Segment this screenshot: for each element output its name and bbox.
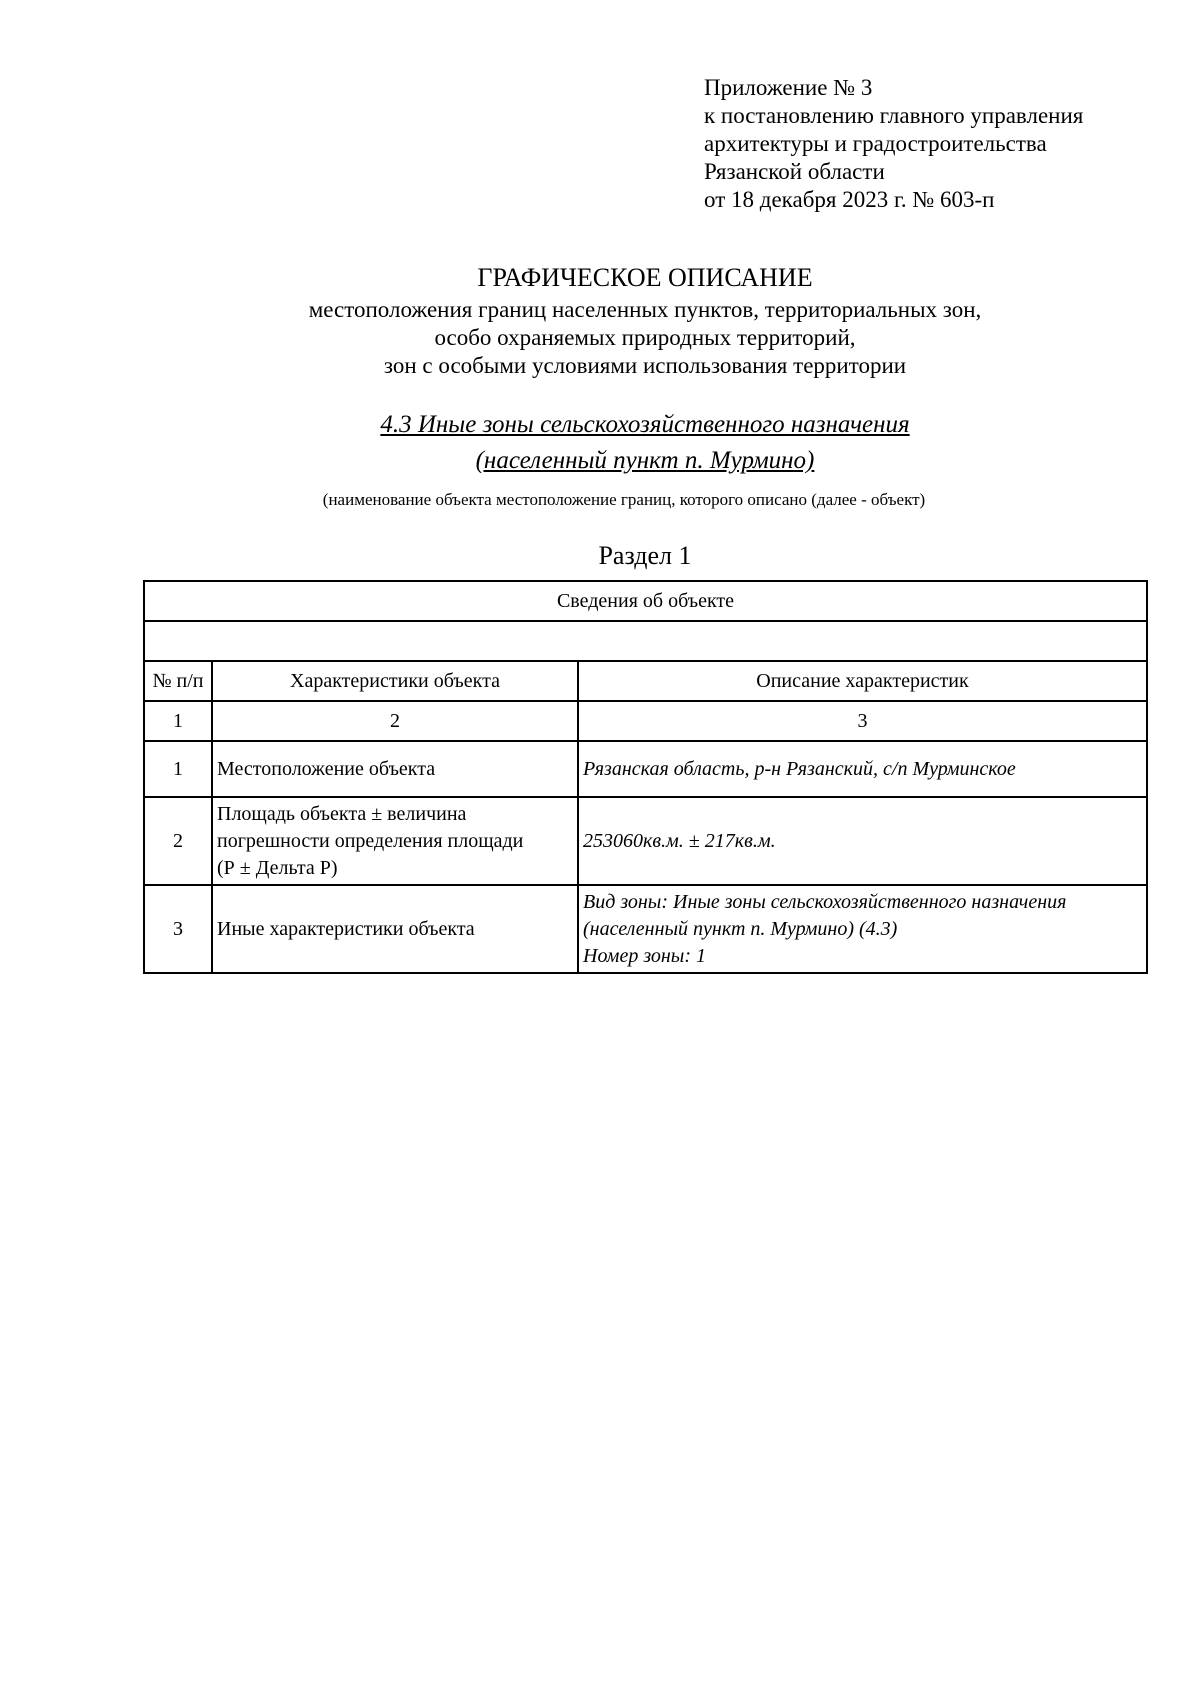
row-description [578, 797, 1147, 885]
row-number: 2 [144, 797, 212, 885]
column-header-description: Описание характеристик [578, 661, 1147, 701]
table-row [144, 797, 1147, 885]
characteristic-line: погрешности определения площади [217, 829, 524, 852]
title-subline: особо охраняемых природных территорий, [434, 325, 856, 350]
appendix-line: архитектуры и градостроительства [704, 131, 1047, 156]
object-caption: (наименование объекта местоположение границ, которого описано (далее - объект) [322, 490, 926, 509]
document-title: ГРАФИЧЕСКОЕ ОПИСАНИЕ [477, 263, 813, 292]
column-number: 2 [212, 701, 578, 741]
object-name-line: (населенный пункт п. Мурмино) [475, 447, 815, 474]
appendix-line: Приложение № 3 [704, 75, 873, 100]
column-header-num: № п/п [144, 661, 212, 701]
section-title: Раздел 1 [598, 541, 692, 570]
table-row [144, 741, 1147, 797]
row-characteristic: Местоположение объекта [212, 741, 578, 797]
characteristic-line: (Р ± Дельта Р) [217, 856, 338, 879]
column-header-characteristic: Характеристики объекта [212, 661, 578, 701]
empty-cell [144, 621, 1147, 661]
column-number: 3 [578, 701, 1147, 741]
table-empty-row [144, 621, 1147, 661]
row-number: 3 [144, 885, 212, 973]
table-column-numbers-row [144, 701, 1147, 741]
row-description [578, 741, 1147, 797]
column-number: 1 [144, 701, 212, 741]
table-header: Сведения об объекте [144, 581, 1147, 621]
description-line: Рязанская область, р-н Рязанский, с/п Мурминское [583, 757, 1016, 780]
description-line: 253060кв.м. ± 217кв.м. [583, 829, 776, 852]
row-characteristic [212, 797, 578, 885]
description-line: Номер зоны: 1 [583, 944, 706, 967]
object-name [0, 407, 1200, 479]
appendix-block [704, 74, 1083, 214]
appendix-line: Рязанской области [704, 159, 885, 184]
row-number: 1 [144, 741, 212, 797]
table-row [144, 885, 1147, 973]
object-info-table [143, 580, 1148, 974]
description-line: (населенный пункт п. Мурмино) (4.3) [583, 917, 898, 940]
table-columns-row [144, 661, 1147, 701]
title-subline: зон с особыми условиями использования территории [383, 353, 907, 378]
appendix-line: к постановлению главного управления [704, 103, 1084, 128]
characteristic-line: Площадь объекта ± величина [217, 802, 467, 825]
row-characteristic: Иные характеристики объекта [212, 885, 578, 973]
row-description [578, 885, 1147, 973]
document-title-block [0, 262, 1200, 380]
appendix-line: от 18 декабря 2023 г. № 603-п [704, 187, 995, 212]
description-line: Вид зоны: Иные зоны сельскохозяйственного назначения [583, 890, 1067, 913]
object-name-line: 4.3 Иные зоны сельскохозяйственного назначения [380, 411, 910, 438]
title-subline: местоположения границ населенных пунктов, территориальных зон, [308, 297, 982, 322]
table-header-row [144, 581, 1147, 621]
